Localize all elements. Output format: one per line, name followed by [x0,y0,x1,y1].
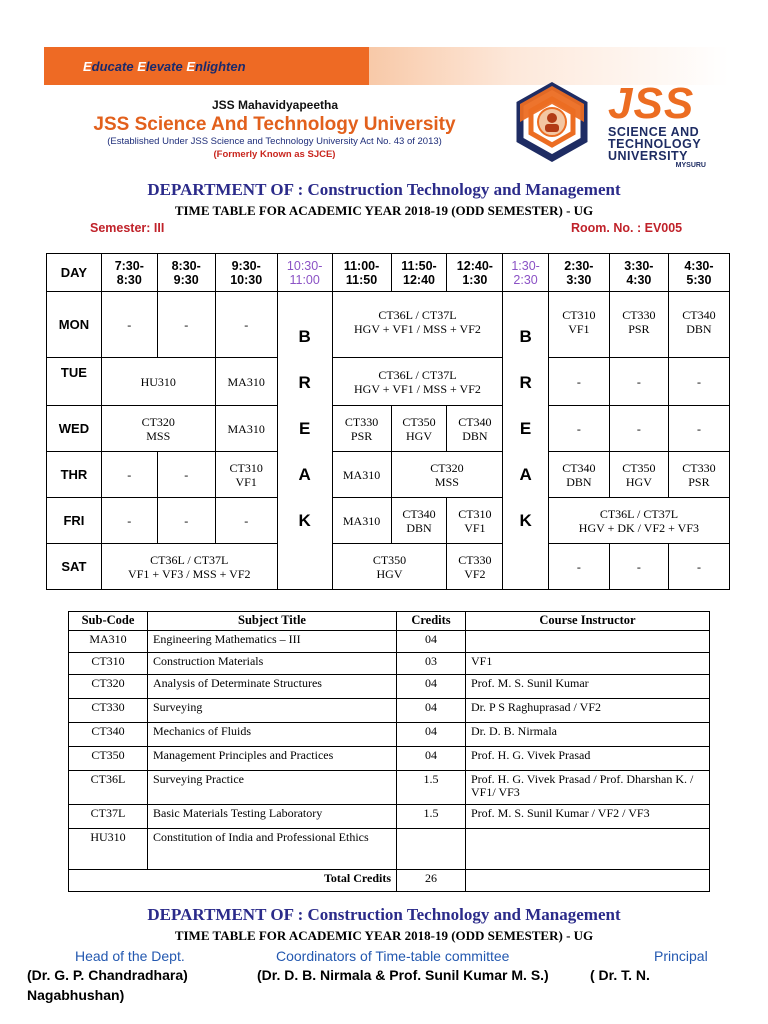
sub-code-cell: CT340 [69,723,148,747]
class-cell: - [668,544,729,590]
table-row [69,829,710,870]
instructor-cell: Prof. H. G. Vivek Prasad / Prof. Dharshan K. / VF1/ VF3 [466,771,710,805]
class-cell: CT320 MSS [101,406,215,452]
day-cell: THR [47,452,102,498]
slot-header: 8:30- 9:30 [157,254,215,292]
afternoon-break-column [503,292,549,590]
sub-code-cell: CT320 [69,675,148,699]
slot-header: 2:30- 3:30 [548,254,609,292]
slot-header: 11:00- 11:50 [332,254,391,292]
day-cell: FRI [47,498,102,544]
class-cell: - [548,406,609,452]
logo-city: MYSURU [675,162,706,169]
subject-title-cell: Engineering Mathematics – III [148,631,397,653]
class-cell: CT340 DBN [447,406,503,452]
class-cell: - [101,452,157,498]
class-cell: HU310 [101,358,215,406]
class-cell: CT330 PSR [668,452,729,498]
class-cell: CT330 PSR [332,406,391,452]
class-cell: - [215,498,277,544]
hod-label: Head of the Dept. [75,948,185,964]
class-cell: CT350 HGV [609,452,668,498]
credits-cell: 04 [397,723,466,747]
table-row [69,805,710,829]
class-cell: CT340 DBN [548,452,609,498]
class-cell: MA310 [332,498,391,544]
day-header: DAY [47,254,102,292]
instructor-cell: Prof. H. G. Vivek Prasad [466,747,710,771]
break-letter: B [298,327,311,346]
sub-code-cell: CT310 [69,653,148,675]
sub-code-cell: CT37L [69,805,148,829]
class-cell: - [609,358,668,406]
instructor-cell: Prof. M. S. Sunil Kumar [466,675,710,699]
class-cell: - [101,498,157,544]
class-cell: MA310 [332,452,391,498]
subject-title-cell: Mechanics of Fluids [148,723,397,747]
university-emblem-icon [512,82,592,162]
subject-title-cell: Management Principles and Practices [148,747,397,771]
org-name: JSS Mahavidyapeetha [211,98,339,112]
class-cell: CT310 VF1 [548,292,609,358]
day-cell: TUE [47,358,102,406]
logo-wordmark [608,79,720,169]
morning-break-column [277,292,332,590]
instructor-cell [466,829,710,870]
table-row [69,653,710,675]
column-header: Course Instructor [466,612,710,631]
column-header: Sub-Code [69,612,148,631]
principal-label: Principal [654,948,708,964]
class-cell: MA310 [215,358,277,406]
instructor-cell: Dr. P S Raghuprasad / VF2 [466,699,710,723]
class-cell: CT36L / CT37L HGV + DK / VF2 + VF3 [548,498,729,544]
instructor-cell: VF1 [466,653,710,675]
table-row [69,675,710,699]
slot-header: 11:50- 12:40 [391,254,447,292]
class-cell: CT320 MSS [391,452,503,498]
credits-cell: 03 [397,653,466,675]
hod-name: (Dr. G. P. Chandradhara) [27,967,188,983]
class-cell: CT310 VF1 [447,498,503,544]
formerly-note: (Formerly Known as SJCE) [213,149,336,160]
class-cell: CT340 DBN [391,498,447,544]
table-row [69,699,710,723]
subject-title-cell: Surveying [148,699,397,723]
credits-cell: 1.5 [397,805,466,829]
tagline: Educate Elevate Enlighten [83,59,246,74]
department-title-footer: DEPARTMENT OF : Construction Technology and Management [147,905,621,924]
total-credits-value: 26 [397,870,466,892]
column-header: Subject Title [148,612,397,631]
slot-header: 9:30- 10:30 [215,254,277,292]
subject-title-cell: Analysis of Determinate Structures [148,675,397,699]
sub-code-cell: CT330 [69,699,148,723]
table-row [69,723,710,747]
class-cell: - [609,544,668,590]
instructor-cell: Dr. D. B. Nirmala [466,723,710,747]
department-title: DEPARTMENT OF : Construction Technology and Management [147,180,621,199]
credits-cell [397,829,466,870]
break-letter: B [519,327,532,346]
instructor-cell: Prof. M. S. Sunil Kumar / VF2 / VF3 [466,805,710,829]
total-credits-label: Total Credits [69,870,397,892]
class-cell: - [157,452,215,498]
class-cell: - [609,406,668,452]
sub-code-cell: MA310 [69,631,148,653]
class-cell: - [101,292,157,358]
break-letter: K [298,511,311,530]
established-note: (Established Under JSS Science and Technology University Act No. 43 of 2013) [107,136,442,147]
subjects-body [69,631,710,892]
break-slot-header: 10:30- 11:00 [277,254,332,292]
slot-header: 4:30- 5:30 [668,254,729,292]
day-cell: MON [47,292,102,358]
class-cell: - [668,358,729,406]
timetable-title-footer: TIME TABLE FOR ACADEMIC YEAR 2018-19 (ODD SEMESTER) - UG [174,928,594,943]
class-cell: - [548,358,609,406]
instructor-cell [466,631,710,653]
class-cell: - [157,498,215,544]
class-cell: CT330 PSR [609,292,668,358]
class-cell: CT340 DBN [668,292,729,358]
logo-line-1: SCIENCE AND [608,125,700,139]
class-cell: CT36L / CT37L HGV + VF1 / MSS + VF2 [332,358,503,406]
subject-title-cell: Constitution of India and Professional Ethics [148,829,397,870]
coordinators-names: (Dr. D. B. Nirmala & Prof. Sunil Kumar M. S.) [257,967,549,983]
university-name: JSS Science And Technology University [93,114,456,135]
column-header: Credits [397,612,466,631]
credits-cell: 04 [397,631,466,653]
table-row [69,771,710,805]
break-letter: K [519,511,532,530]
class-cell: - [548,544,609,590]
total-blank-cell [466,870,710,892]
break-letter: R [519,373,532,392]
break-letter: A [519,465,532,484]
semester-label: Semester: III [90,221,165,235]
credits-cell: 04 [397,699,466,723]
class-cell: CT36L / CT37L HGV + VF1 / MSS + VF2 [332,292,503,358]
day-cell: WED [47,406,102,452]
class-cell: - [215,292,277,358]
class-cell: CT310 VF1 [215,452,277,498]
break-letter: R [298,373,311,392]
class-cell: CT350 HGV [391,406,447,452]
class-cell: CT350 HGV [332,544,447,590]
logo-line-2: TECHNOLOGY [608,137,702,151]
coordinators-label: Coordinators of Time-table committee [276,948,510,964]
day-cell: SAT [47,544,102,590]
sub-code-cell: CT36L [69,771,148,805]
principal-name-continued: Nagabhushan) [27,987,125,1003]
table-row [69,631,710,653]
break-slot-header: 1:30- 2:30 [503,254,549,292]
slot-header: 7:30- 8:30 [101,254,157,292]
slot-header: 12:40- 1:30 [447,254,503,292]
sub-code-cell: HU310 [69,829,148,870]
break-letter: E [519,419,532,438]
break-letter: E [298,419,311,438]
logo-jss: JSS [608,79,695,128]
subject-title-cell: Surveying Practice [148,771,397,805]
principal-name: ( Dr. T. N. [590,967,650,983]
credits-cell: 1.5 [397,771,466,805]
class-cell: MA310 [215,406,277,452]
slot-header: 3:30- 4:30 [609,254,668,292]
break-letter: A [298,465,311,484]
subject-title-cell: Basic Materials Testing Laboratory [148,805,397,829]
table-row [69,747,710,771]
class-cell: CT330 VF2 [447,544,503,590]
timetable-title: TIME TABLE FOR ACADEMIC YEAR 2018-19 (ODD SEMESTER) - UG [174,203,594,218]
credits-cell: 04 [397,747,466,771]
class-cell: - [668,406,729,452]
class-cell: - [157,292,215,358]
room-label: Room. No. : EV005 [571,221,683,235]
total-row [69,870,710,892]
sub-code-cell: CT350 [69,747,148,771]
class-cell: CT36L / CT37L VF1 + VF3 / MSS + VF2 [101,544,277,590]
subject-title-cell: Construction Materials [148,653,397,675]
logo-line-3: UNIVERSITY [608,149,689,163]
credits-cell: 04 [397,675,466,699]
subjects-table [68,611,710,892]
timetable-grid [46,253,730,590]
